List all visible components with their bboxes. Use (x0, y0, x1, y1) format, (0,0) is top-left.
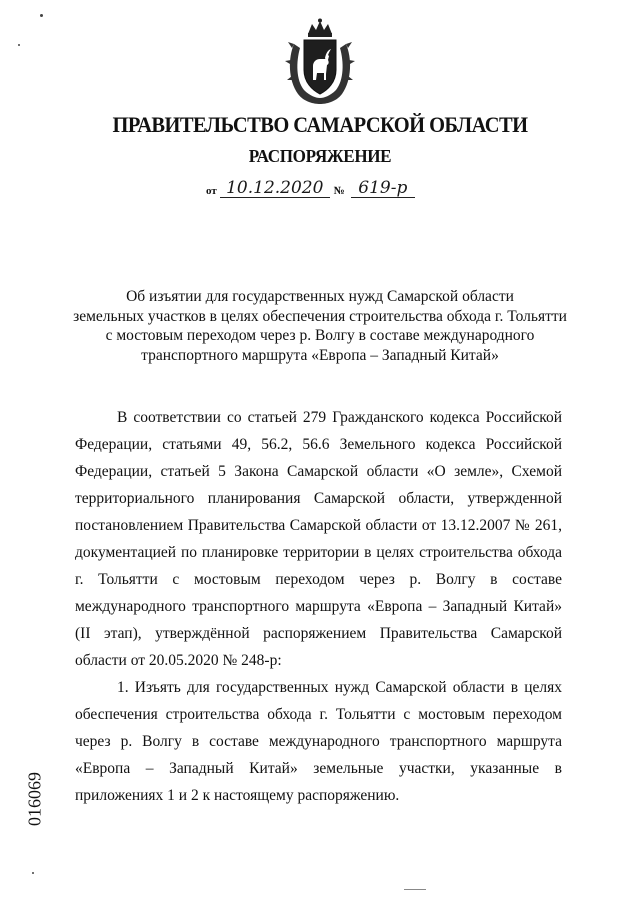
handwritten-number: 619-р (351, 179, 415, 198)
document-body (75, 404, 562, 809)
margin-serial-number (20, 770, 50, 828)
clause-1-paragraph: 1. Изъять для государственных нужд Самарской области в целях обеспечения строительства обхода г. Тольятти с мостовым переходом через р. Волгу в составе международного транспортного маршрута «Европа – Западный Китай» земельные участки, указанные в приложениях 1 и 2 к настоящему распоряжению. (75, 679, 562, 804)
scan-speck (40, 14, 43, 17)
subject-line: земельных участков в целях обеспечения строительства обхода г. Тольятти (73, 307, 567, 325)
subject-line: транспортного маршрута «Европа – Западный Китай» (141, 346, 499, 364)
scan-speck (18, 44, 20, 46)
date-number-line (206, 176, 415, 198)
scan-speck (404, 889, 426, 890)
scan-speck (32, 872, 34, 874)
preamble-paragraph: В соответствии со статьей 279 Гражданского кодекса Российской Федерации, статьями 49, 56.2, 56.6 Земельного кодекса Российской Федерации, статьей 5 Закона Самарской области «О земле», Схемой территориального планирования Самарской области, утвержденной постановлением Правительства Самарской области от 13.12.2007 № 261, документацией по планировке территории в целях строительства обхода г. Тольятти с мостовым переходом через р. Волгу в составе международного транспортного маршрута «Европа – Западный Китай» (II этап), утверждённой распоряжением Правительства Самарской области от 20.05.2020 № 248-р: (75, 409, 562, 669)
subject-line: Об изъятии для государственных нужд Самарской области (126, 288, 514, 305)
document-subject (60, 287, 580, 365)
date-label: от (206, 185, 217, 197)
serial-number-text: 016069 (24, 772, 45, 826)
coat-of-arms-icon (284, 18, 356, 106)
subject-line: с мостовым переходом через р. Волгу в составе международного (105, 327, 535, 344)
document-type: РАСПОРЯЖЕНИЕ (248, 146, 392, 166)
handwritten-date: 10.12.2020 (220, 179, 330, 198)
number-label: № (333, 185, 345, 197)
government-title: ПРАВИТЕЛЬСТВО САМАРСКОЙ ОБЛАСТИ (112, 112, 528, 137)
